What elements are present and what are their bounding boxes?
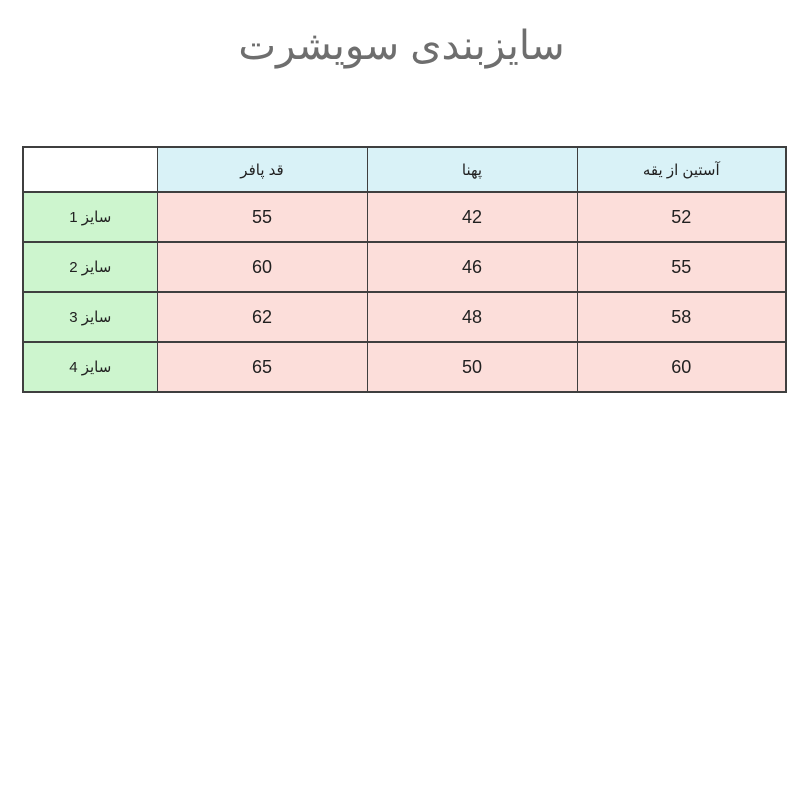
value-cell: 52 [577, 192, 786, 242]
table-row-size-2 [23, 242, 786, 292]
column-header-pahna: پهنا [367, 147, 577, 192]
value-cell: 62 [157, 292, 367, 342]
table-row-size-3 [23, 292, 786, 342]
corner-cell [23, 147, 157, 192]
value-cell: 46 [367, 242, 577, 292]
value-cell: 58 [577, 292, 786, 342]
value-cell: 48 [367, 292, 577, 342]
table-header [23, 147, 786, 192]
value-cell: 65 [157, 342, 367, 392]
header-row [23, 147, 786, 192]
page-title: سایزبندی سویشرت [238, 24, 565, 68]
value-cell: 60 [577, 342, 786, 392]
row-label-size-1: سایز 1 [23, 192, 157, 242]
size-chart-table [22, 146, 787, 393]
table-row-size-4 [23, 342, 786, 392]
row-label-size-2: سایز 2 [23, 242, 157, 292]
value-cell: 55 [577, 242, 786, 292]
table-row-size-1 [23, 192, 786, 242]
value-cell: 42 [367, 192, 577, 242]
table-body [23, 192, 786, 392]
value-cell: 55 [157, 192, 367, 242]
row-label-size-4: سایز 4 [23, 342, 157, 392]
column-header-astin-az-yaqe: آستین از یقه [577, 147, 786, 192]
column-header-qad-pafer: قد پافر [157, 147, 367, 192]
value-cell: 60 [157, 242, 367, 292]
value-cell: 50 [367, 342, 577, 392]
row-label-size-3: سایز 3 [23, 292, 157, 342]
